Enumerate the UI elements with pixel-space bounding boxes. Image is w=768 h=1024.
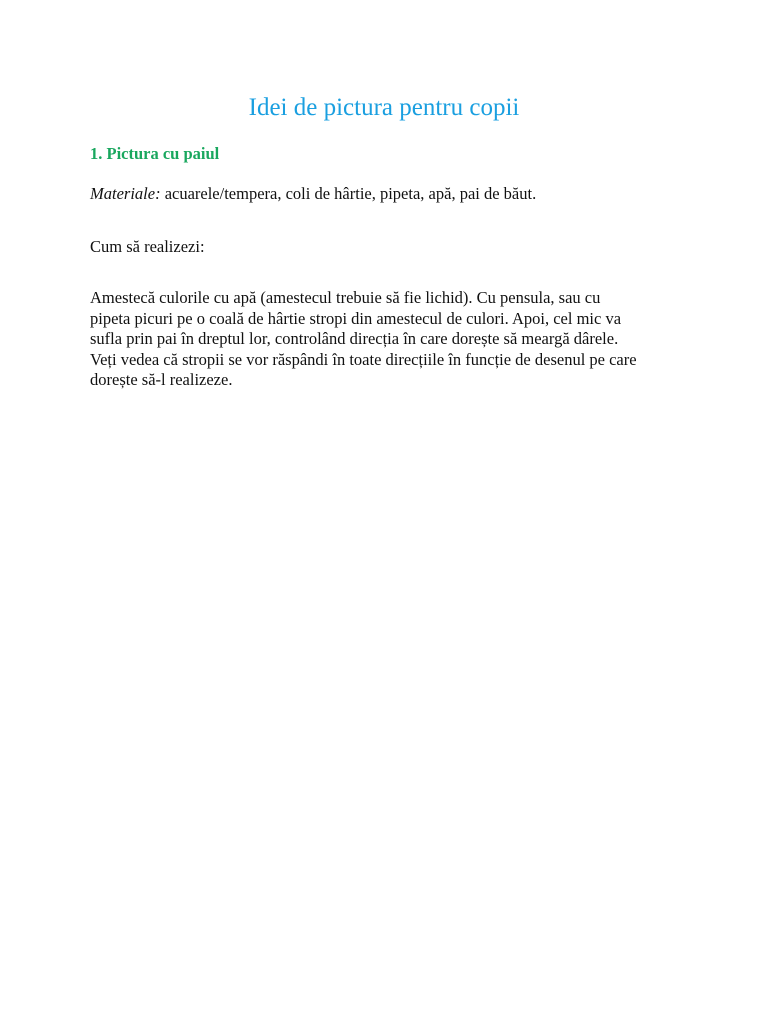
materials-text: acuarele/tempera, coli de hârtie, pipeta, apă, pai de băut. [160, 184, 537, 203]
paragraph-line: Amestecă culorile cu apă (amestecul trebuie să fie lichid). Cu pensula, sau cu [90, 288, 601, 307]
how-to-title: Cum să realizezi: [90, 237, 205, 256]
document-title: Idei de pictura pentru copii [248, 94, 520, 121]
materials-line [90, 183, 536, 205]
paragraph-line: dorește să-l realizeze. [90, 370, 233, 389]
paragraph-line: Veți vedea că stropii se vor răspândi în toate direcțiile în funcție de desenul pe care [90, 349, 637, 369]
instructions-paragraph [90, 288, 690, 391]
section-heading: 1. Pictura cu paiul [90, 144, 220, 163]
paragraph-line: pipeta picuri pe o coală de hârtie stropi din amestecul de culori. Apoi, cel mic va [90, 308, 622, 328]
paragraph-line: sufla prin pai în dreptul lor, controlând direcția în care dorește să meargă dârele. [90, 329, 619, 348]
materials-label: Materiale: [90, 184, 161, 203]
